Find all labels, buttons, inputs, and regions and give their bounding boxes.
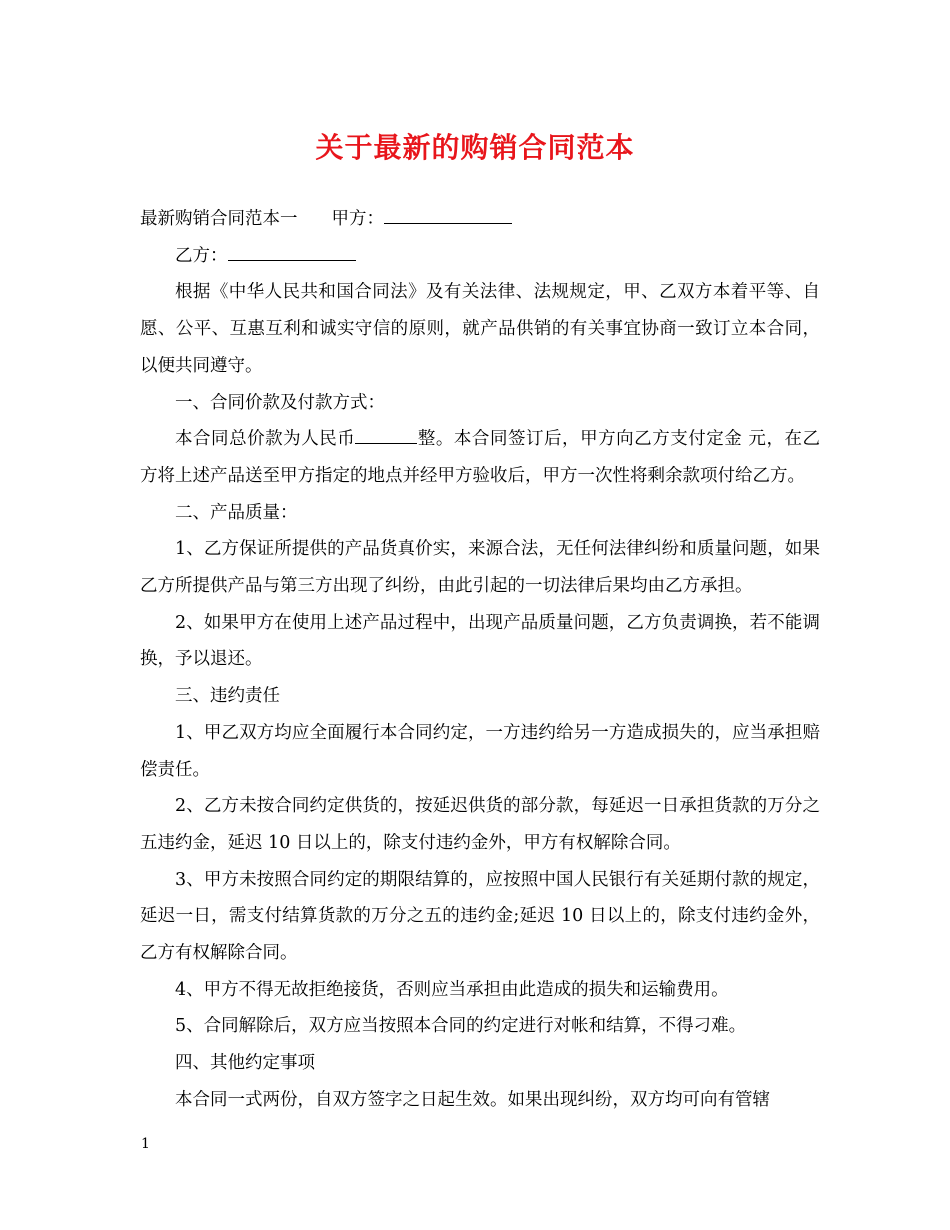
section-2-heading: 二、产品质量： (175, 502, 298, 523)
page-number: 1 (141, 1136, 150, 1152)
section-3-heading: 三、违约责任 (175, 686, 280, 707)
party-a-line (140, 201, 820, 238)
section-1-heading: 一、合同价款及付款方式： (175, 392, 385, 413)
party-b-line (140, 238, 820, 275)
section-2-paragraph-2: 2、如果甲方在使用上述产品过程中，出现产品质量问题，乙方负责调换，若不能调换，予以退还。 (140, 612, 820, 670)
section-4-paragraph-1: 本合同一式两份，自双方签字之日起生效。如果出现纠纷，双方均可向有管辖 (175, 1089, 770, 1110)
section-3-paragraph-4: 4、甲方不得无故拒绝接货，否则应当承担由此造成的损失和运输费用。 (175, 979, 729, 1000)
section-3-paragraph-5: 5、合同解除后，双方应当按照本合同的约定进行对帐和结算，不得刁难。 (175, 1016, 747, 1037)
price-blank (355, 425, 417, 444)
party-b-label: 乙方： (175, 245, 228, 266)
document-subtitle: 最新购销合同范本一 (140, 209, 298, 229)
party-a-blank (384, 205, 512, 224)
intro-paragraph: 根据《中华人民共和国合同法》及有关法律、法规规定，甲、乙双方本着平等、自愿、公平、互惠互利和诚实守信的原则，就产品供销的有关事宜协商一致订立本合同，以便共同遵守。 (140, 282, 820, 376)
document-title: 关于最新的购销合同范本 (315, 131, 635, 164)
section-3-paragraph-3: 3、甲方未按照合同约定的期限结算的，应按照中国人民银行有关延期付款的规定，延迟一日，需支付结算货款的万分之五的违约金;延迟 10 日以上的，除支付违约金外，乙方有权解除合同。 (140, 869, 820, 964)
section-3-paragraph-1: 1、甲乙双方均应全面履行本合同约定，一方违约给另一方造成损失的，应当承担赔偿责任。 (140, 722, 820, 780)
section-1-paragraph (140, 421, 820, 494)
section-4-heading: 四、其他约定事项 (175, 1053, 315, 1074)
document-body (140, 201, 820, 1119)
party-b-blank (228, 242, 356, 261)
section-2-paragraph-1: 1、乙方保证所提供的产品货真价实，来源合法，无任何法律纠纷和质量问题，如果乙方所提供产品与第三方出现了纠纷，由此引起的一切法律后果均由乙方承担。 (140, 539, 820, 597)
section-1-text-b: 整。本合同签订后，甲方向乙方支付定金 元，在乙方将上述产品送至甲方指定的地点并经甲方验收后，甲方一次性将剩余款项付给乙方。 (140, 429, 821, 486)
section-3-paragraph-2: 2、乙方未按合同约定供货的，按延迟供货的部分款，每延迟一日承担货款的万分之五违约金，延迟 10 日以上的，除支付违约金外，甲方有权解除合同。 (140, 796, 820, 853)
section-1-text-a: 本合同总价款为人民币 (175, 429, 356, 450)
party-a-label: 甲方： (331, 209, 384, 229)
